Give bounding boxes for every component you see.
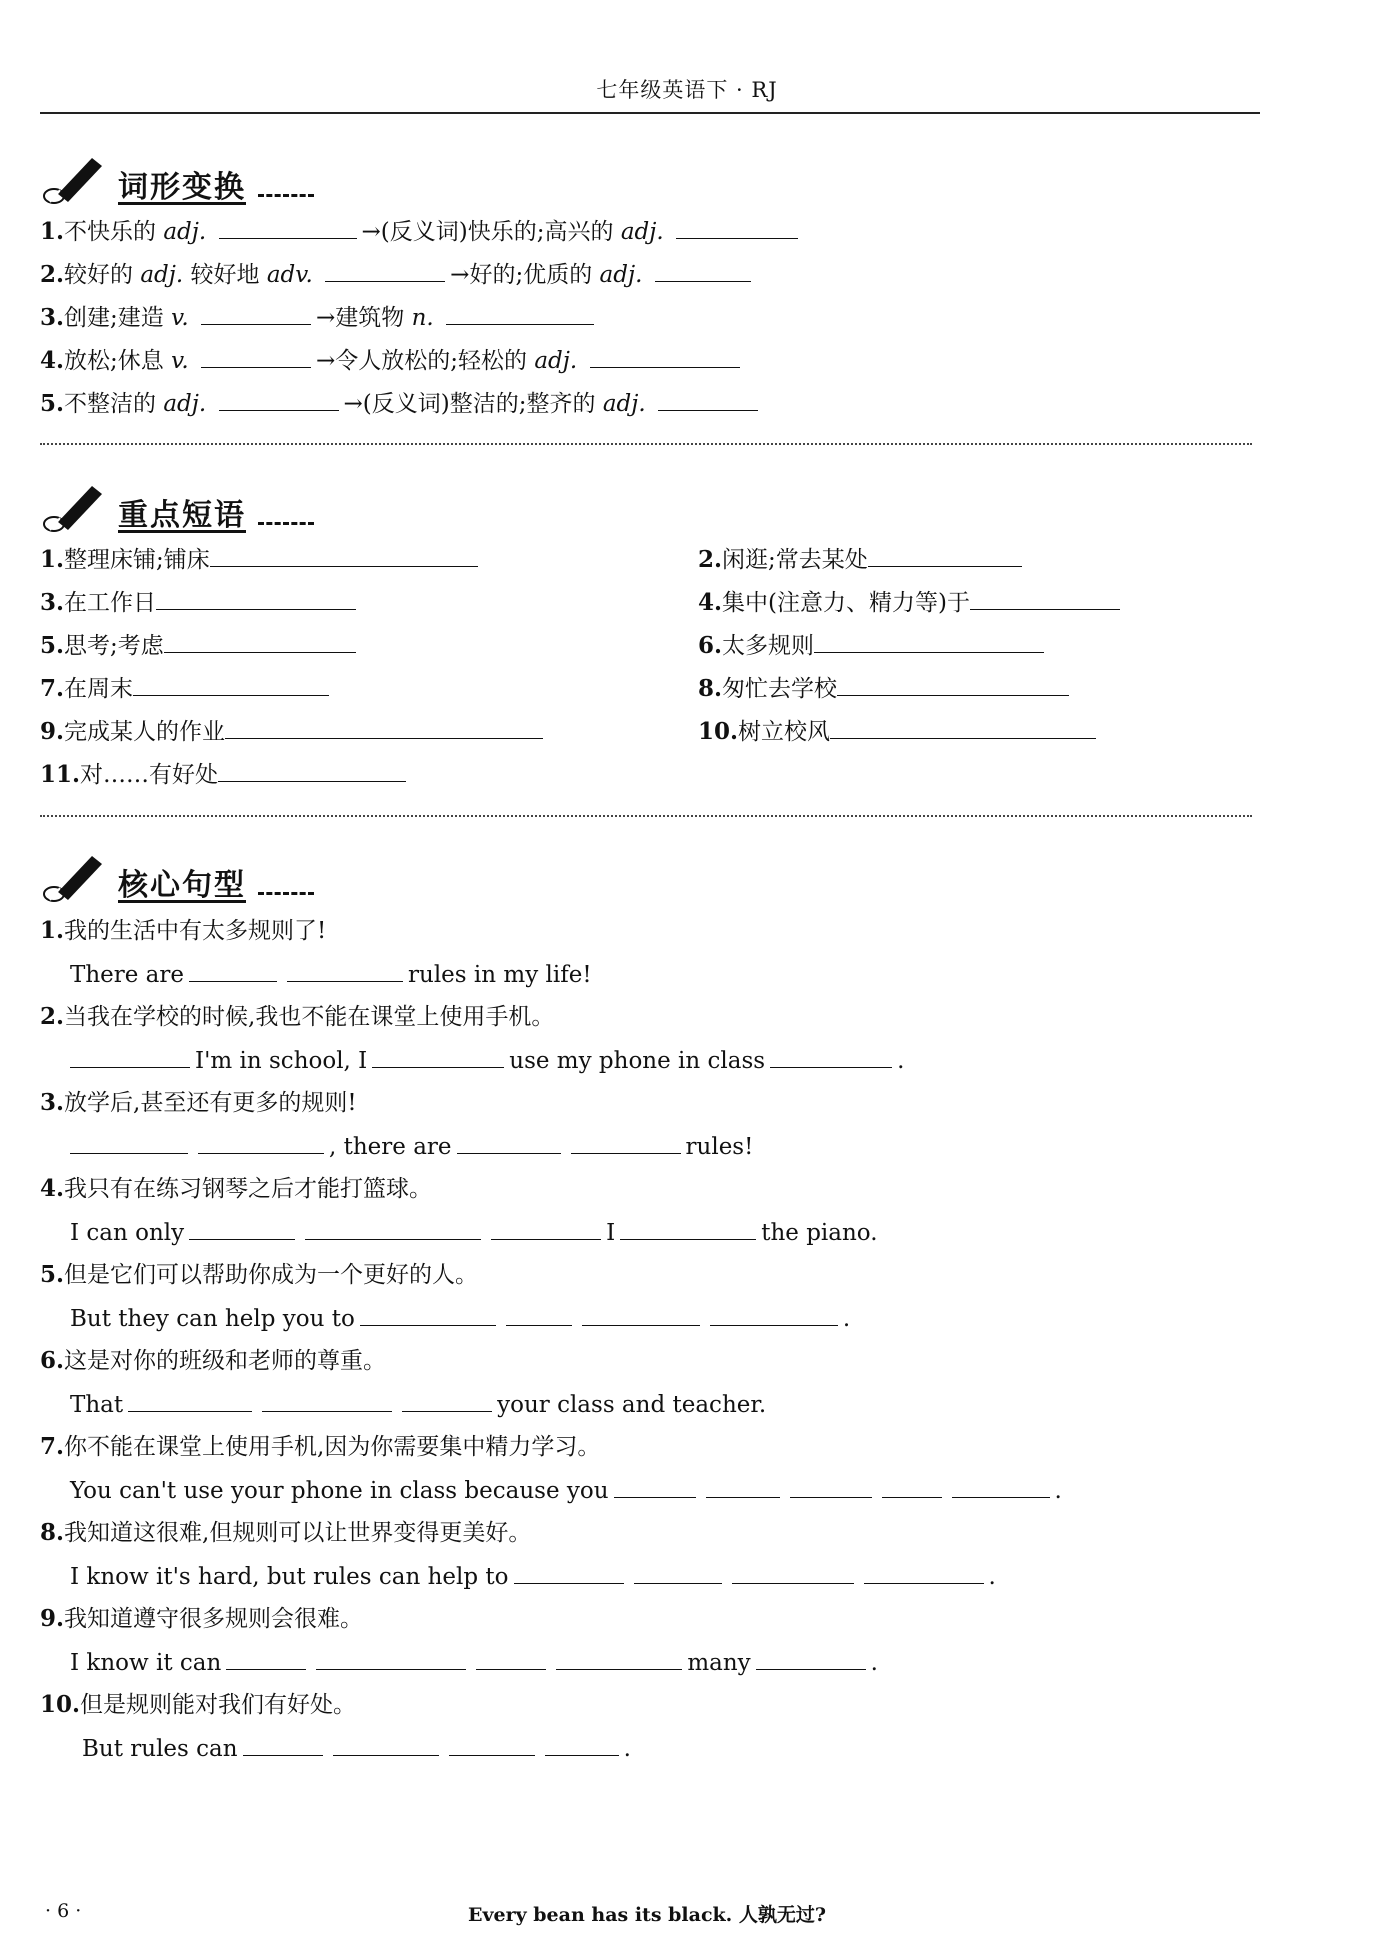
answer-blank[interactable] xyxy=(305,1217,481,1240)
pen-icon xyxy=(40,150,110,210)
list-item: 3.创建;建造 v. →建筑物 n. xyxy=(40,302,599,333)
answer-blank[interactable] xyxy=(225,716,543,739)
list-item: 9.完成某人的作业 xyxy=(40,716,548,747)
sentence-en: That your class and teacher. xyxy=(70,1389,766,1420)
page-header-title: 七年级英语下 · RJ xyxy=(596,78,778,102)
answer-blank[interactable] xyxy=(325,259,445,282)
sentence-cn: 6.这是对你的班级和老师的尊重。 xyxy=(40,1347,387,1374)
answer-blank[interactable] xyxy=(491,1217,601,1240)
answer-blank[interactable] xyxy=(790,1475,872,1498)
answer-blank[interactable] xyxy=(446,302,594,325)
answer-blank[interactable] xyxy=(70,1131,188,1154)
answer-blank[interactable] xyxy=(571,1131,681,1154)
answer-blank[interactable] xyxy=(710,1303,838,1326)
sentence-en: I know it's hard, but rules can help to . xyxy=(70,1561,996,1592)
list-item: 2.较好的 adj. 较好地 adv. →好的;优质的 adj. xyxy=(40,259,756,290)
list-item: 3.在工作日 xyxy=(40,587,361,618)
answer-blank[interactable] xyxy=(226,1647,306,1670)
answer-blank[interactable] xyxy=(756,1647,866,1670)
answer-blank[interactable] xyxy=(676,216,798,239)
header-rule xyxy=(40,112,1260,114)
page-number: · 6 · xyxy=(45,1900,82,1922)
answer-blank[interactable] xyxy=(218,759,406,782)
answer-blank[interactable] xyxy=(655,259,751,282)
section-divider xyxy=(40,815,1252,817)
list-item: 1.不快乐的 adj. →(反义词)快乐的;高兴的 adj. xyxy=(40,216,803,247)
answer-blank[interactable] xyxy=(201,302,311,325)
answer-blank[interactable] xyxy=(189,1217,295,1240)
sentence-en: But they can help you to . xyxy=(70,1303,850,1334)
answer-blank[interactable] xyxy=(882,1475,942,1498)
sentence-cn: 2.当我在学校的时候,我也不能在课堂上使用手机。 xyxy=(40,1003,555,1030)
sentence-en: , there are rules! xyxy=(70,1131,753,1162)
answer-blank[interactable] xyxy=(476,1647,546,1670)
sentence-cn: 9.我知道遵守很多规则会很难。 xyxy=(40,1605,364,1632)
section-divider xyxy=(40,443,1252,445)
list-item: 8.匆忙去学校 xyxy=(698,673,1074,704)
sentence-cn: 7.你不能在课堂上使用手机,因为你需要集中精力学习。 xyxy=(40,1433,601,1460)
answer-blank[interactable] xyxy=(201,345,311,368)
answer-blank[interactable] xyxy=(372,1045,504,1068)
footer-quote: Every bean has its black. 人孰无过? xyxy=(468,1904,827,1926)
answer-blank[interactable] xyxy=(658,388,758,411)
answer-blank[interactable] xyxy=(457,1131,561,1154)
section-heading-key-sentences xyxy=(40,848,360,908)
answer-blank[interactable] xyxy=(449,1733,535,1756)
answer-blank[interactable] xyxy=(614,1475,696,1498)
sentence-cn: 8.我知道这很难,但规则可以让世界变得更美好。 xyxy=(40,1519,532,1546)
answer-blank[interactable] xyxy=(864,1561,984,1584)
answer-blank[interactable] xyxy=(837,673,1069,696)
answer-blank[interactable] xyxy=(128,1389,252,1412)
answer-blank[interactable] xyxy=(868,544,1022,567)
answer-blank[interactable] xyxy=(620,1217,756,1240)
answer-blank[interactable] xyxy=(706,1475,780,1498)
answer-blank[interactable] xyxy=(970,587,1120,610)
pen-icon xyxy=(40,848,110,908)
answer-blank[interactable] xyxy=(732,1561,854,1584)
answer-blank[interactable] xyxy=(830,716,1096,739)
list-item: 7.在周末 xyxy=(40,673,334,704)
sentence-cn: 10.但是规则能对我们有好处。 xyxy=(40,1691,357,1718)
section-title: 重点短语 xyxy=(118,498,246,533)
answer-blank[interactable] xyxy=(210,544,478,567)
list-item: 10.树立校风 xyxy=(698,716,1101,747)
sentence-en: But rules can . xyxy=(82,1733,631,1764)
answer-blank[interactable] xyxy=(189,959,277,982)
answer-blank[interactable] xyxy=(952,1475,1050,1498)
sentence-en: I'm in school, I use my phone in class . xyxy=(70,1045,904,1076)
section-title: 词形变换 xyxy=(118,170,246,205)
heading-dash xyxy=(258,892,314,895)
list-item: 6.太多规则 xyxy=(698,630,1049,661)
answer-blank[interactable] xyxy=(219,388,339,411)
list-item: 5.思考;考虑 xyxy=(40,630,361,661)
answer-blank[interactable] xyxy=(287,959,403,982)
answer-blank[interactable] xyxy=(514,1561,624,1584)
sentence-en: There are rules in my life! xyxy=(70,959,592,990)
answer-blank[interactable] xyxy=(590,345,740,368)
answer-blank[interactable] xyxy=(814,630,1044,653)
answer-blank[interactable] xyxy=(219,216,357,239)
section-heading-word-forms xyxy=(40,150,360,210)
sentence-en: I know it can many . xyxy=(70,1647,878,1678)
list-item: 4.放松;休息 v. →令人放松的;轻松的 adj. xyxy=(40,345,745,376)
section-title: 核心句型 xyxy=(118,868,246,903)
heading-dash xyxy=(258,522,314,525)
sentence-en: I can only I the piano. xyxy=(70,1217,878,1248)
answer-blank[interactable] xyxy=(582,1303,700,1326)
answer-blank[interactable] xyxy=(770,1045,892,1068)
sentence-cn: 4.我只有在练习钢琴之后才能打篮球。 xyxy=(40,1175,433,1202)
answer-blank[interactable] xyxy=(133,673,329,696)
answer-blank[interactable] xyxy=(262,1389,392,1412)
answer-blank[interactable] xyxy=(333,1733,439,1756)
list-item: 5.不整洁的 adj. →(反义词)整洁的;整齐的 adj. xyxy=(40,388,763,419)
answer-blank[interactable] xyxy=(556,1647,682,1670)
answer-blank[interactable] xyxy=(360,1303,496,1326)
answer-blank[interactable] xyxy=(198,1131,324,1154)
sentence-en: You can't use your phone in class because you . xyxy=(70,1475,1062,1506)
answer-blank[interactable] xyxy=(243,1733,323,1756)
answer-blank[interactable] xyxy=(70,1045,190,1068)
list-item: 2.闲逛;常去某处 xyxy=(698,544,1027,575)
answer-blank[interactable] xyxy=(545,1733,619,1756)
sentence-cn: 1.我的生活中有太多规则了! xyxy=(40,917,327,944)
answer-blank[interactable] xyxy=(316,1647,466,1670)
heading-dash xyxy=(258,194,314,197)
pen-icon xyxy=(40,478,110,538)
list-item: 11.对……有好处 xyxy=(40,759,411,790)
list-item: 1.整理床铺;铺床 xyxy=(40,544,483,575)
list-item: 4.集中(注意力、精力等)于 xyxy=(698,587,1125,618)
answer-blank[interactable] xyxy=(506,1303,572,1326)
answer-blank[interactable] xyxy=(634,1561,722,1584)
sentence-cn: 5.但是它们可以帮助你成为一个更好的人。 xyxy=(40,1261,479,1288)
answer-blank[interactable] xyxy=(164,630,356,653)
section-heading-key-phrases xyxy=(40,478,360,538)
answer-blank[interactable] xyxy=(402,1389,492,1412)
sentence-cn: 3.放学后,甚至还有更多的规则! xyxy=(40,1089,357,1116)
answer-blank[interactable] xyxy=(156,587,356,610)
